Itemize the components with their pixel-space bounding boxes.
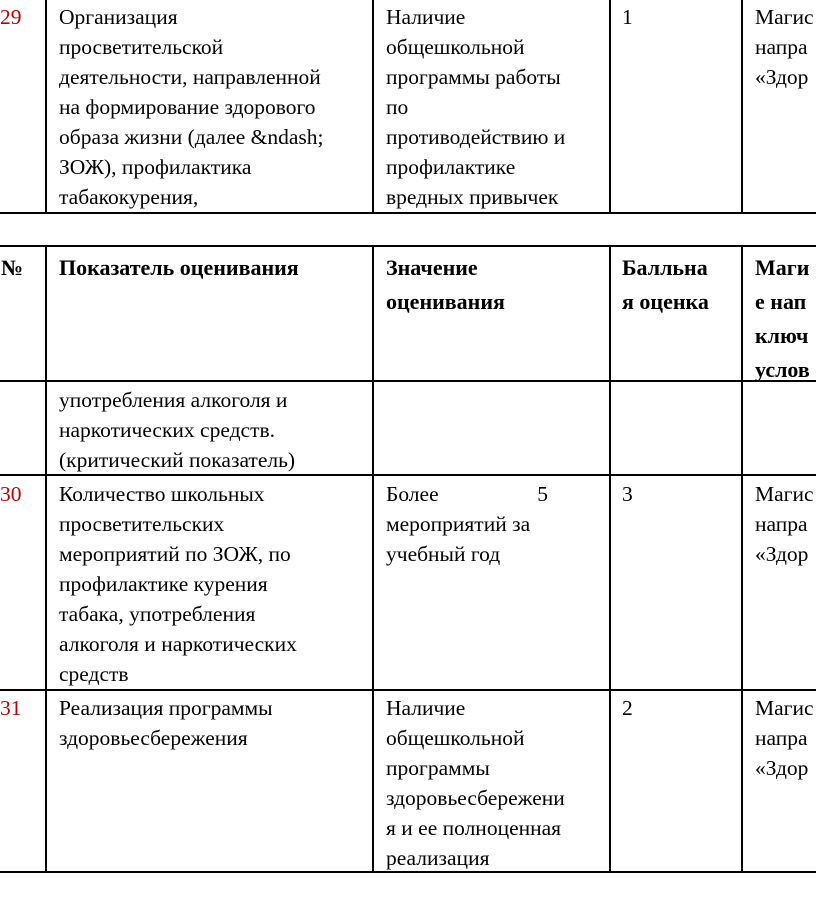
direction-cell bbox=[755, 693, 814, 783]
score-cell: 3 bbox=[622, 482, 633, 506]
text-line: по bbox=[386, 95, 409, 119]
divider bbox=[45, 245, 47, 873]
text-line: вредных привычек bbox=[386, 185, 559, 209]
divider bbox=[609, 245, 611, 873]
divider bbox=[372, 0, 374, 214]
indicator-cell bbox=[59, 693, 273, 753]
text-line: профилактике bbox=[386, 155, 516, 179]
divider bbox=[45, 0, 47, 214]
text-line: Наличие bbox=[386, 5, 466, 29]
text-line: Организация bbox=[59, 5, 178, 29]
text-line: Магис bbox=[755, 5, 814, 29]
text-line: е нап bbox=[755, 289, 807, 314]
divider bbox=[0, 212, 816, 214]
text-line: Магис bbox=[755, 696, 814, 720]
divider bbox=[741, 0, 743, 214]
indicator-cell bbox=[59, 2, 324, 212]
row-number: 29 bbox=[0, 5, 22, 29]
text-line: профилактике курения bbox=[59, 572, 268, 596]
text-line: здоровьесбережения bbox=[59, 726, 248, 750]
text-line: «Здор bbox=[755, 756, 809, 780]
text-word: Более bbox=[386, 482, 439, 506]
row-number: 30 bbox=[0, 482, 22, 506]
header-direction bbox=[755, 251, 810, 387]
text-line: просветительской bbox=[59, 35, 224, 59]
score-cell: 1 bbox=[622, 5, 633, 29]
value-cell bbox=[386, 479, 548, 569]
text-line: Значение bbox=[386, 255, 478, 280]
text-line: я оценка bbox=[622, 289, 709, 314]
text-line: Балльна bbox=[622, 255, 708, 280]
text-line: Маги bbox=[755, 255, 810, 280]
direction-cell bbox=[755, 479, 814, 569]
text-line: ЗОЖ), профилактика bbox=[59, 155, 252, 179]
text-line: образа жизни (далее &ndash; bbox=[59, 125, 324, 149]
header-score bbox=[622, 251, 709, 319]
text-line: на формирование здорового bbox=[59, 95, 316, 119]
text-line: противодействию и bbox=[386, 125, 566, 149]
text-line bbox=[386, 479, 548, 509]
text-line: «Здор bbox=[755, 65, 809, 89]
indicator-cell bbox=[59, 385, 295, 475]
text-line: средств bbox=[59, 662, 129, 686]
text-line: напра bbox=[755, 726, 808, 750]
text-line: мероприятий за bbox=[386, 512, 531, 536]
text-line: «Здор bbox=[755, 542, 809, 566]
header-indicator: Показатель оценивания bbox=[59, 255, 299, 280]
text-line: здоровьесбережени bbox=[386, 786, 565, 810]
text-word: 5 bbox=[537, 482, 548, 506]
indicator-cell bbox=[59, 479, 297, 689]
text-line: напра bbox=[755, 35, 808, 59]
divider bbox=[741, 245, 743, 873]
text-line: Наличие bbox=[386, 696, 466, 720]
header-value bbox=[386, 251, 505, 319]
text-line: общешкольной bbox=[386, 726, 525, 750]
text-line: мероприятий по ЗОЖ, по bbox=[59, 542, 291, 566]
text-line: наркотических средств. bbox=[59, 418, 275, 442]
text-line: программы работы bbox=[386, 65, 561, 89]
text-line: услов bbox=[755, 357, 810, 382]
text-line: Реализация программы bbox=[59, 696, 273, 720]
text-line: табакокурения, bbox=[59, 185, 199, 209]
value-cell bbox=[386, 693, 565, 873]
text-line: я и ее полноценная bbox=[386, 816, 562, 840]
text-line: употребления алкоголя и bbox=[59, 388, 288, 412]
text-line: программы bbox=[386, 756, 490, 780]
text-line: учебный год bbox=[386, 542, 501, 566]
text-line: реализация bbox=[386, 846, 490, 870]
text-line: табака, употребления bbox=[59, 602, 256, 626]
header-number: № bbox=[1, 255, 24, 280]
text-line: ключ bbox=[755, 323, 809, 348]
divider bbox=[372, 245, 374, 873]
score-cell: 2 bbox=[622, 696, 633, 720]
text-line: общешкольной bbox=[386, 35, 525, 59]
text-line: Магис bbox=[755, 482, 814, 506]
divider bbox=[0, 689, 816, 691]
text-line: напра bbox=[755, 512, 808, 536]
text-line: (критический показатель) bbox=[59, 448, 296, 472]
text-line: оценивания bbox=[386, 289, 505, 314]
divider bbox=[0, 380, 816, 382]
text-line: просветительских bbox=[59, 512, 225, 536]
row-number: 31 bbox=[0, 696, 22, 720]
text-line: деятельности, направленной bbox=[59, 65, 321, 89]
divider bbox=[609, 0, 611, 214]
direction-cell bbox=[755, 2, 814, 92]
divider bbox=[0, 245, 816, 247]
text-line: алкоголя и наркотических bbox=[59, 632, 297, 656]
text-line: Количество школьных bbox=[59, 482, 265, 506]
value-cell bbox=[386, 2, 565, 212]
